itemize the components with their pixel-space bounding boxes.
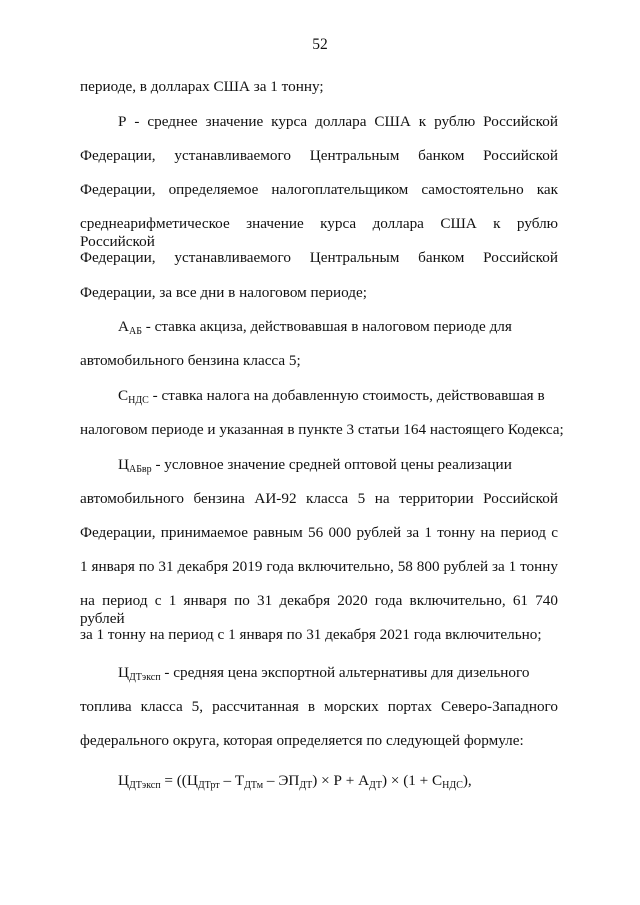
subscript: ДТэксп xyxy=(128,672,161,683)
formula-part: Ц xyxy=(118,772,129,789)
text-line: Федерации, устанавливаемого Центральным банком Российской xyxy=(80,249,558,266)
subscript: АБ xyxy=(128,326,142,337)
text-line: на период с 1 января по 31 декабря 2020 года включительно, 61 740 рублей xyxy=(80,592,558,627)
formula-subscript: ДТ xyxy=(369,780,382,791)
symbol: Ц xyxy=(118,456,129,473)
text-line: Федерации, за все дни в налоговом периоде; xyxy=(80,284,367,301)
formula-part: = ((Ц xyxy=(160,772,198,789)
definition-text: - ставка акциза, действовавшая в налоговом периоде для xyxy=(141,318,512,335)
text-line: Федерации, устанавливаемого Центральным банком Российской xyxy=(80,147,558,164)
text-line: автомобильного бензина АИ-92 класса 5 на территории Российской xyxy=(80,490,558,507)
text-line: Федерации, определяемое налогоплательщиком самостоятельно как xyxy=(80,181,558,198)
formula-subscript: ДТэксп xyxy=(128,780,161,791)
definition-line xyxy=(118,387,558,405)
formula-subscript: НДС xyxy=(442,780,463,791)
definition-text: - средняя цена экспортной альтернативы для дизельного xyxy=(160,664,530,681)
text-line: автомобильного бензина класса 5; xyxy=(80,352,301,369)
text-line: среднеарифметическое значение курса доллара США к рублю Российской xyxy=(80,215,558,250)
text-line: Федерации, принимаемое равным 56 000 рублей за 1 тонну на период с xyxy=(80,524,558,541)
page-number: 52 xyxy=(312,36,328,53)
text-line: Р - среднее значение курса доллара США к рублю Российской xyxy=(118,113,558,130)
formula-part: – ЭП xyxy=(263,772,300,789)
text-line: периоде, в долларах США за 1 тонну; xyxy=(80,78,324,95)
formula-part: ) × (1 + С xyxy=(381,772,443,789)
text-line: топлива класса 5, рассчитанная в морских портах Северо-Западного xyxy=(80,698,558,715)
definition-line xyxy=(118,456,558,474)
subscript: НДС xyxy=(128,395,149,406)
definition-line xyxy=(118,664,558,682)
symbol: С xyxy=(118,387,129,404)
text-line: налоговом периоде и указанная в пункте 3 статьи 164 настоящего Кодекса; xyxy=(80,421,564,438)
formula-subscript: ДТрт xyxy=(197,780,220,791)
subscript: АБвр xyxy=(128,464,152,475)
definition-text: - условное значение средней оптовой цены реализации xyxy=(151,456,512,473)
formula xyxy=(118,772,558,790)
formula-part: ) × Р + А xyxy=(312,772,370,789)
symbol: А xyxy=(118,318,129,335)
formula-subscript: ДТ xyxy=(299,780,313,791)
symbol: Ц xyxy=(118,664,129,681)
text-line: за 1 тонну на период с 1 января по 31 декабря 2021 года включительно; xyxy=(80,626,542,643)
formula-part: ), xyxy=(462,772,472,789)
text-line: федерального округа, которая определяется по следующей формуле: xyxy=(80,732,524,749)
formula-part: – Т xyxy=(219,772,245,789)
definition-text: - ставка налога на добавленную стоимость, действовавшая в xyxy=(148,387,545,404)
formula-subscript: ДТм xyxy=(244,780,264,791)
definition-line xyxy=(118,318,558,336)
text-line: 1 января по 31 декабря 2019 года включительно, 58 800 рублей за 1 тонну xyxy=(80,558,558,575)
